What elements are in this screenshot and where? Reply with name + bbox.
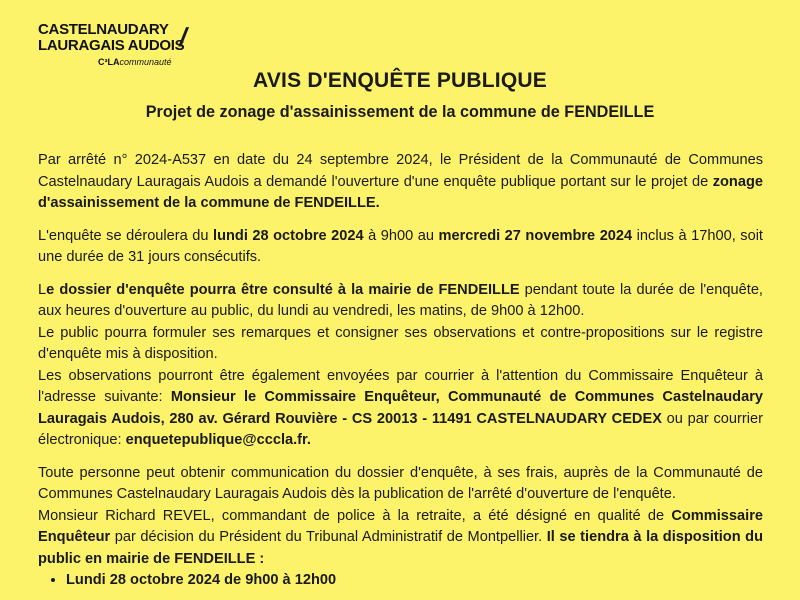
paragraph-commissaire (38, 506, 763, 571)
text: à 9h00 au (363, 227, 439, 244)
logo-slash: / (176, 22, 191, 52)
logo-line-2: LAURAGAIS AUDOIS (38, 37, 185, 54)
paragraph-courrier (38, 366, 763, 452)
text: pendant toute la durée de l'enquête, aux heures d'ouverture au public, du lundi au vendredi, les matins, de 9h00 à 12h00. (38, 281, 763, 319)
text: Par arrêté n° 2024-A537 en date du 24 septembre 2024, le Président de la Communauté de Communes Castelnaudary Lauragais Audois a demandé l'ouverture d'une enquête publique portant sur le projet de (38, 152, 763, 190)
logo-tagline-prefix: C³LA (98, 57, 120, 67)
bold-text: zonage d'assainissement de la commune de FENDEILLE. (38, 173, 763, 211)
text: par décision du Président du Tribunal Administratif de Montpellier. (110, 529, 547, 545)
postal-address: Monsieur le Commissaire Enquêteur, Communauté de Communes Castelnaudary Lauragais Audois, 280 av. Gérard Rouvière - CS 20013 - 11491 CASTELNAUDARY CEDEX (38, 389, 764, 427)
paragraph-registre: Le public pourra formuler ses remarques et consigner ses observations et contre-propositions sur le registre d'enquête mis à disposition. (38, 324, 763, 362)
permanence-list (38, 570, 763, 592)
bold-text: Il se tiendra à la disposition du public en mairie de FENDEILLE : (38, 529, 763, 567)
logo-line-1: CASTELNAUDARY (38, 21, 169, 38)
list-item: • Lundi 28 octobre 2024 de 9h00 à 12h00 (66, 570, 763, 592)
text: Monsieur Richard REVEL, commandant de police à la retraite, a été désigné en qualité de (38, 507, 672, 524)
paragraph-arrete (38, 150, 763, 215)
text: L'enquête se déroulera du (38, 227, 214, 244)
text: L (38, 281, 47, 298)
end-date: mercredi 27 novembre 2024 (438, 227, 633, 244)
bold-text: e dossier d'enquête pourra être consulté à la mairie de FENDEILLE (46, 281, 520, 298)
logo-tagline-suffix: communauté (119, 57, 172, 67)
page-subtitle: Projet de zonage d'assainissement de la commune de FENDEILLE (145, 103, 655, 121)
paragraph-consultation (38, 280, 763, 323)
logo-tagline (98, 57, 184, 67)
email-address: enquetepublique@cccla.fr. (125, 432, 311, 448)
text: Les observations pourront être également envoyées par courrier à l'attention du Commissaire Enquêteur à l'adresse suivante: (38, 367, 763, 405)
logo (38, 21, 191, 67)
bold-text: Commissaire Enquêteur (38, 507, 763, 545)
page-title: AVIS D'ENQUÊTE PUBLIQUE (253, 69, 547, 92)
text: ou par courrier électronique: (38, 410, 763, 448)
paragraph-dates (38, 226, 763, 269)
notice-body (38, 150, 763, 592)
start-date: lundi 28 octobre 2024 (213, 227, 364, 244)
paragraph-communication: Toute personne peut obtenir communication du dossier d'enquête, à ses frais, auprès de la Communauté de Communes Castelnaudary Lauragais Audois dès la publication de l'arrêté d'ouverture de l'enquête. (38, 464, 763, 502)
text: inclus à 17h00, soit une durée de 31 jours consécutifs. (38, 227, 763, 265)
